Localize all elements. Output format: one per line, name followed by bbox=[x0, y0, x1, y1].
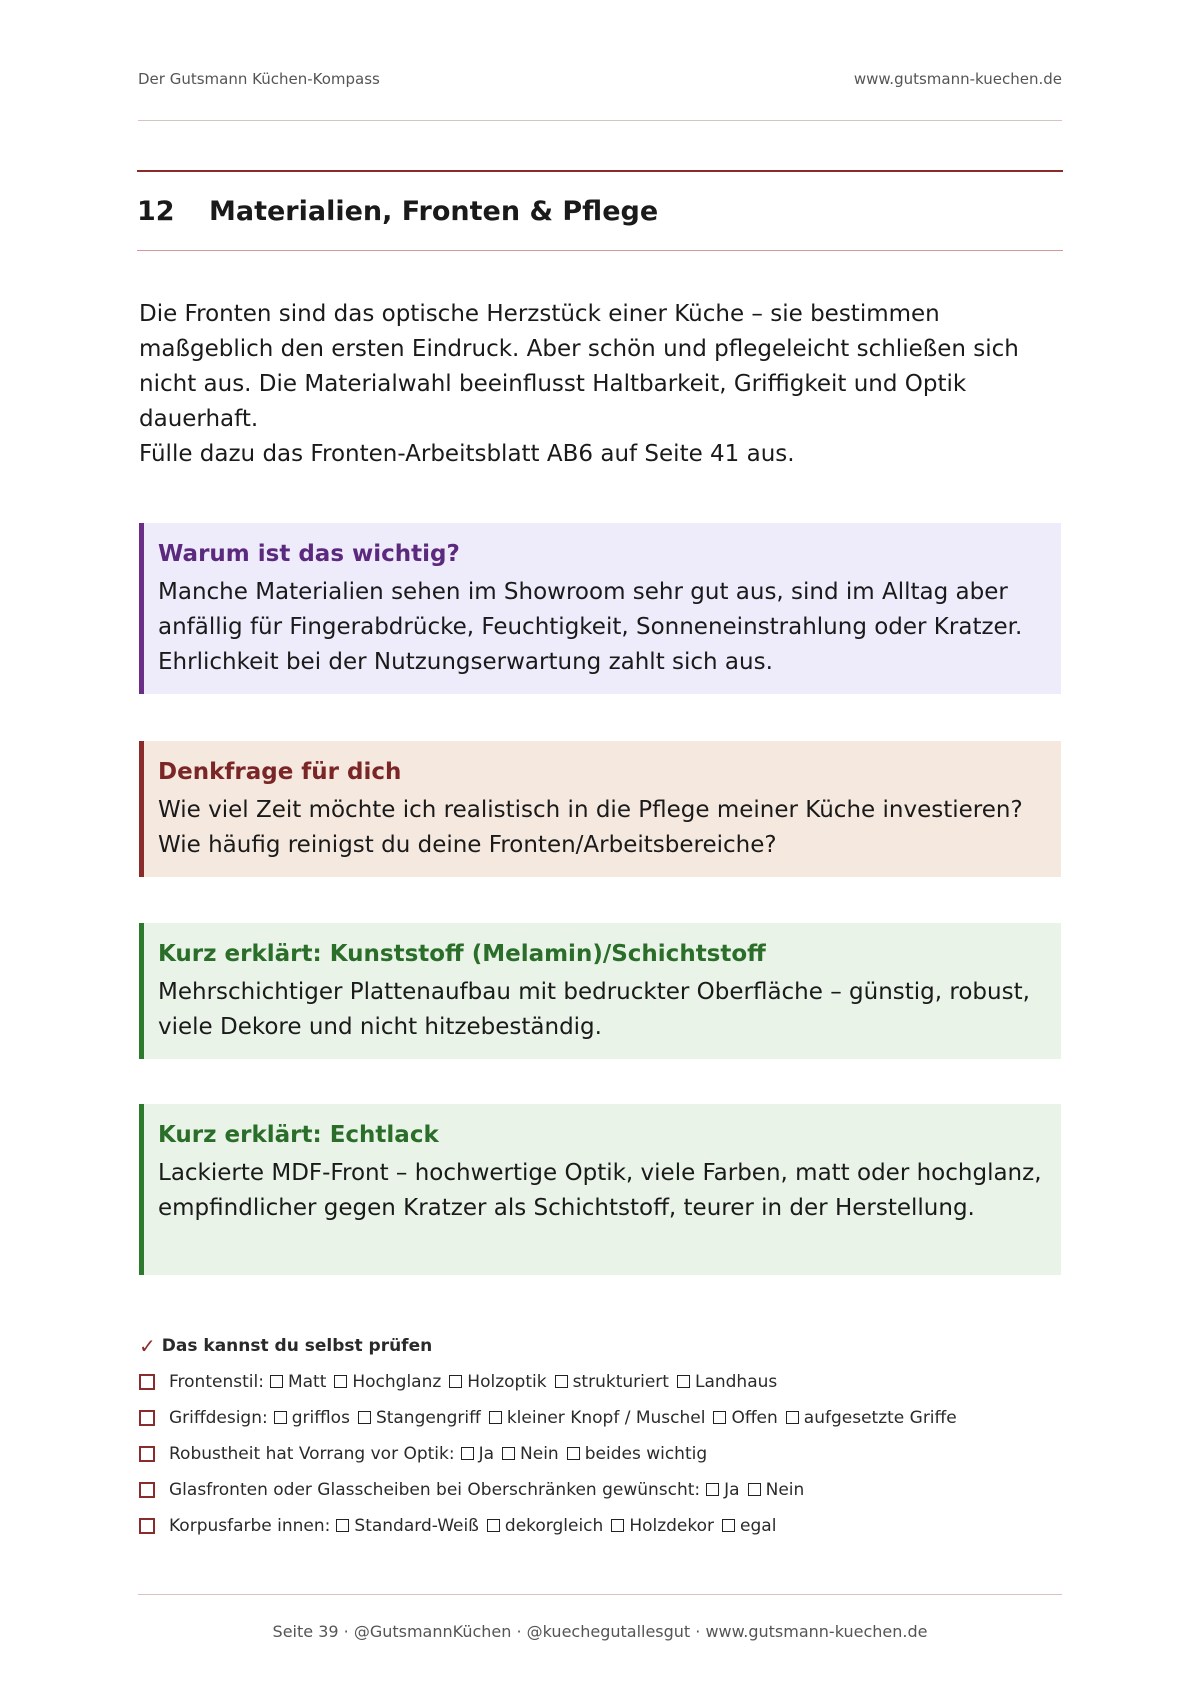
checklist-row-front-style bbox=[139, 1368, 1069, 1396]
section-heading bbox=[137, 170, 1063, 251]
plastic-explained-title: Kurz erklärt: Kunststoff (Melamin)/Schichtstoff bbox=[158, 941, 766, 967]
checkbox-icon[interactable] bbox=[555, 1375, 568, 1388]
checkbox-icon[interactable] bbox=[748, 1483, 761, 1496]
option-hochglanz[interactable]: Hochglanz bbox=[334, 1372, 441, 1392]
row-label: Griffdesign: bbox=[169, 1408, 268, 1428]
option-holzoptik[interactable]: Holzoptik bbox=[449, 1372, 546, 1392]
option-stangengriff[interactable]: Stangengriff bbox=[358, 1408, 481, 1428]
option-egal[interactable]: egal bbox=[722, 1516, 776, 1536]
question-line-2: Wie häufig reinigst du deine Fronten/Arbeitsbereiche? bbox=[158, 832, 777, 858]
checkbox-icon[interactable] bbox=[358, 1411, 371, 1424]
checkbox-icon[interactable] bbox=[274, 1411, 287, 1424]
checkbox-icon[interactable] bbox=[502, 1447, 515, 1460]
option-landhaus[interactable]: Landhaus bbox=[677, 1372, 777, 1392]
row-label: Korpusfarbe innen: bbox=[169, 1516, 331, 1536]
question-title: Denkfrage für dich bbox=[158, 759, 402, 785]
intro-text bbox=[139, 297, 1059, 472]
page-footer: Seite 39 · @GutsmannKüchen · @kuechegutallesgut · www.gutsmann-kuechen.de bbox=[272, 1622, 928, 1641]
option-beides-wichtig[interactable]: beides wichtig bbox=[567, 1444, 707, 1464]
checkbox-icon[interactable] bbox=[786, 1411, 799, 1424]
why-important-text: Manche Materialien sehen im Showroom sehr gut aus, sind im Alltag aber anfällig für Fingerabdrücke, Feuchtigkeit, Sonneneinstrahlung oder Kratzer. Ehrlichkeit bei der Nutzungserwartung zahlt sich aus. bbox=[158, 579, 1023, 675]
section-title: Materialien, Fronten & Pflege bbox=[209, 195, 659, 227]
checklist-title: Das kannst du selbst prüfen bbox=[161, 1336, 433, 1356]
lacquer-explained-box bbox=[139, 1104, 1061, 1275]
row-label: Robustheit hat Vorrang vor Optik: bbox=[169, 1444, 455, 1464]
plastic-explained-text: Mehrschichtiger Plattenaufbau mit bedruckter Oberfläche – günstig, robust, viele Dekore und nicht hitzebeständig. bbox=[158, 979, 1030, 1040]
option-ja[interactable]: Ja bbox=[706, 1480, 739, 1500]
lacquer-explained-text: Lackierte MDF-Front – hochwertige Optik, viele Farben, matt oder hochglanz, empfindlicher gegen Kratzer als Schichtstoff, teurer in der Herstellung. bbox=[158, 1160, 1042, 1221]
checkbox-icon[interactable] bbox=[677, 1375, 690, 1388]
header-website: www.gutsmann-kuechen.de bbox=[853, 70, 1062, 88]
row-checkbox[interactable] bbox=[139, 1482, 155, 1498]
row-checkbox[interactable] bbox=[139, 1410, 155, 1426]
row-checkbox[interactable] bbox=[139, 1374, 155, 1390]
option-holzdekor[interactable]: Holzdekor bbox=[611, 1516, 714, 1536]
checklist-row-robustness bbox=[139, 1440, 1069, 1468]
option-strukturiert[interactable]: strukturiert bbox=[555, 1372, 669, 1392]
checklist-row-handle-design bbox=[139, 1404, 1069, 1432]
option-offen[interactable]: Offen bbox=[713, 1408, 777, 1428]
why-important-title: Warum ist das wichtig? bbox=[158, 541, 460, 567]
row-label: Frontenstil: bbox=[169, 1372, 264, 1392]
checkbox-icon[interactable] bbox=[567, 1447, 580, 1460]
checkbox-icon[interactable] bbox=[722, 1519, 735, 1532]
row-label: Glasfronten oder Glasscheiben bei Oberschränken gewünscht: bbox=[169, 1480, 701, 1500]
intro-worksheet-note: Fülle dazu das Fronten-Arbeitsblatt AB6 auf Seite 41 aus. bbox=[139, 441, 795, 467]
option-knopf-muschel[interactable]: kleiner Knopf / Muschel bbox=[489, 1408, 706, 1428]
footer-divider bbox=[138, 1594, 1062, 1595]
option-nein[interactable]: Nein bbox=[748, 1480, 805, 1500]
row-checkbox[interactable] bbox=[139, 1518, 155, 1534]
option-nein[interactable]: Nein bbox=[502, 1444, 559, 1464]
checkbox-icon[interactable] bbox=[334, 1375, 347, 1388]
section-number: 12 bbox=[137, 195, 175, 227]
question-box bbox=[139, 741, 1061, 877]
checklist-row-carcass-color bbox=[139, 1512, 1069, 1540]
plastic-explained-box bbox=[139, 923, 1061, 1059]
why-important-box bbox=[139, 523, 1061, 694]
checklist-heading bbox=[139, 1332, 1069, 1360]
checkbox-icon[interactable] bbox=[336, 1519, 349, 1532]
question-line-1: Wie viel Zeit möchte ich realistisch in die Pflege meiner Küche investieren? bbox=[158, 797, 1023, 823]
checkbox-icon[interactable] bbox=[611, 1519, 624, 1532]
checklist-row-glass-fronts bbox=[139, 1476, 1069, 1504]
option-grifflos[interactable]: grifflos bbox=[274, 1408, 350, 1428]
option-matt[interactable]: Matt bbox=[270, 1372, 326, 1392]
page-header bbox=[138, 70, 1062, 121]
option-dekorgleich[interactable]: dekorgleich bbox=[487, 1516, 603, 1536]
checkbox-icon[interactable] bbox=[487, 1519, 500, 1532]
checkbox-icon[interactable] bbox=[461, 1447, 474, 1460]
option-ja[interactable]: Ja bbox=[461, 1444, 494, 1464]
option-standard-weiss[interactable]: Standard-Weiß bbox=[336, 1516, 479, 1536]
checkbox-icon[interactable] bbox=[706, 1483, 719, 1496]
checkbox-icon[interactable] bbox=[713, 1411, 726, 1424]
checkbox-icon[interactable] bbox=[449, 1375, 462, 1388]
row-checkbox[interactable] bbox=[139, 1446, 155, 1462]
option-aufgesetzte-griffe[interactable]: aufgesetzte Griffe bbox=[786, 1408, 957, 1428]
self-check-list bbox=[139, 1332, 1069, 1548]
checkmark-icon: ✓ bbox=[139, 1334, 156, 1358]
header-title: Der Gutsmann Küchen-Kompass bbox=[138, 70, 380, 88]
checkbox-icon[interactable] bbox=[270, 1375, 283, 1388]
checkbox-icon[interactable] bbox=[489, 1411, 502, 1424]
lacquer-explained-title: Kurz erklärt: Echtlack bbox=[158, 1122, 439, 1148]
intro-paragraph: Die Fronten sind das optische Herzstück einer Küche – sie bestimmen maßgeblich den ersten Eindruck. Aber schön und pflegeleicht schließen sich nicht aus. Die Materialwahl beeinflusst Haltbarkeit, Griffigkeit und Optik dauerhaft. bbox=[139, 301, 1019, 432]
